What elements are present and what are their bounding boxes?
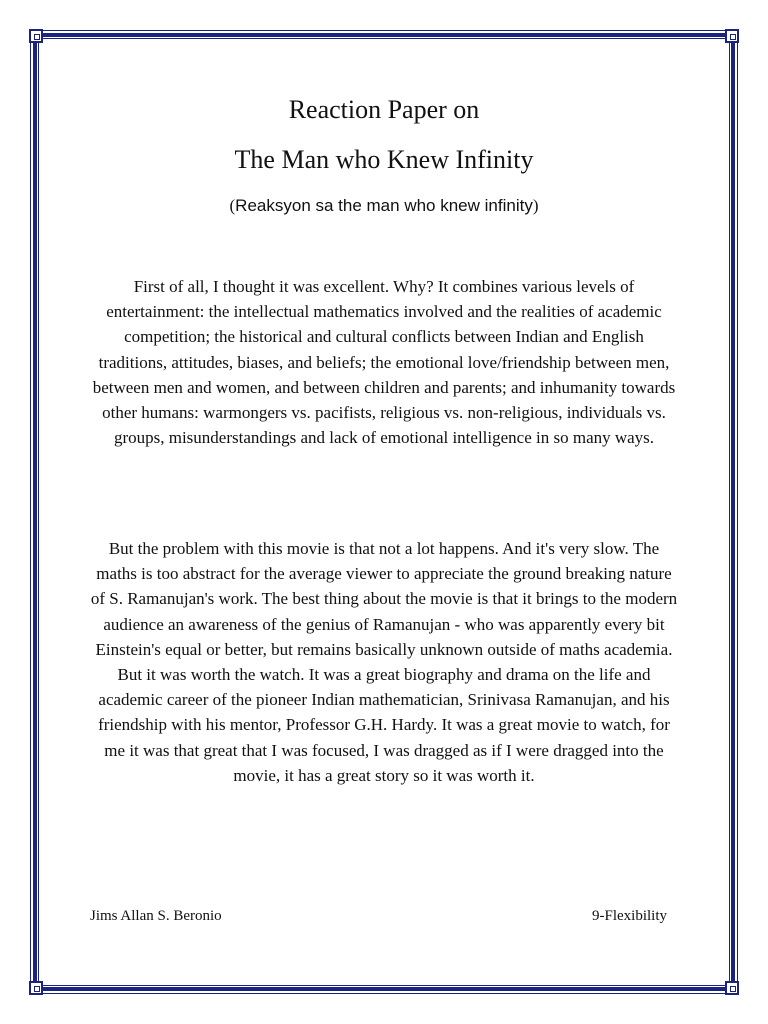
corner-ornament-top-right — [725, 29, 739, 43]
class-section: 9-Flexibility — [592, 908, 667, 924]
paragraph-1: First of all, I thought it was excellent. Why? It combines various levels of entertainment: the intellectual mathematics involved and the realities of academic competition; the historical and cultural conflicts between Indian and English traditions, attitudes, biases, and beliefs; the emotional love/friendship between men, between men and women, and between children and parents; and inhumanity towards other humans: warmongers vs. pacifists, religious vs. non-religious, individuals vs. groups, misunderstandings and lack of emotional intelligence in so many ways. — [92, 277, 676, 448]
corner-ornament-bottom-right — [725, 981, 739, 995]
document-subtitle: (Reaksyon sa the man who knew infinity) — [229, 196, 539, 215]
document-title-line2: The Man who Knew Infinity — [234, 145, 534, 174]
corner-ornament-bottom-left — [29, 981, 43, 995]
subtitle-text: Reaksyon sa the man who knew infinity — [235, 196, 533, 215]
document-title-line1: Reaction Paper on — [288, 95, 480, 124]
corner-ornament-top-left — [29, 29, 43, 43]
author-name: Jims Allan S. Beronio — [90, 908, 222, 924]
paragraph-2: But the problem with this movie is that not a lot happens. And it's very slow. The maths is too abstract for the average viewer to appreciate the ground breaking nature of S. Ramanujan's work. The best thing about the movie is that it brings to the modern audience an awareness of the genius of Ramanujan - who was apparently every bit Einstein's equal or better, but remains basically unknown outside of maths academia. But it was worth the watch. It was a great biography and drama on the life and academic career of the pioneer Indian mathematician, Srinivasa Ramanujan, and his friendship with his mentor, Professor G.H. Hardy. It was a great movie to watch, for me it was that great that I was focused, I was dragged as if I were dragged into the movie, it has a great story so it was worth it. — [90, 539, 678, 785]
page-border-inner — [38, 38, 730, 986]
